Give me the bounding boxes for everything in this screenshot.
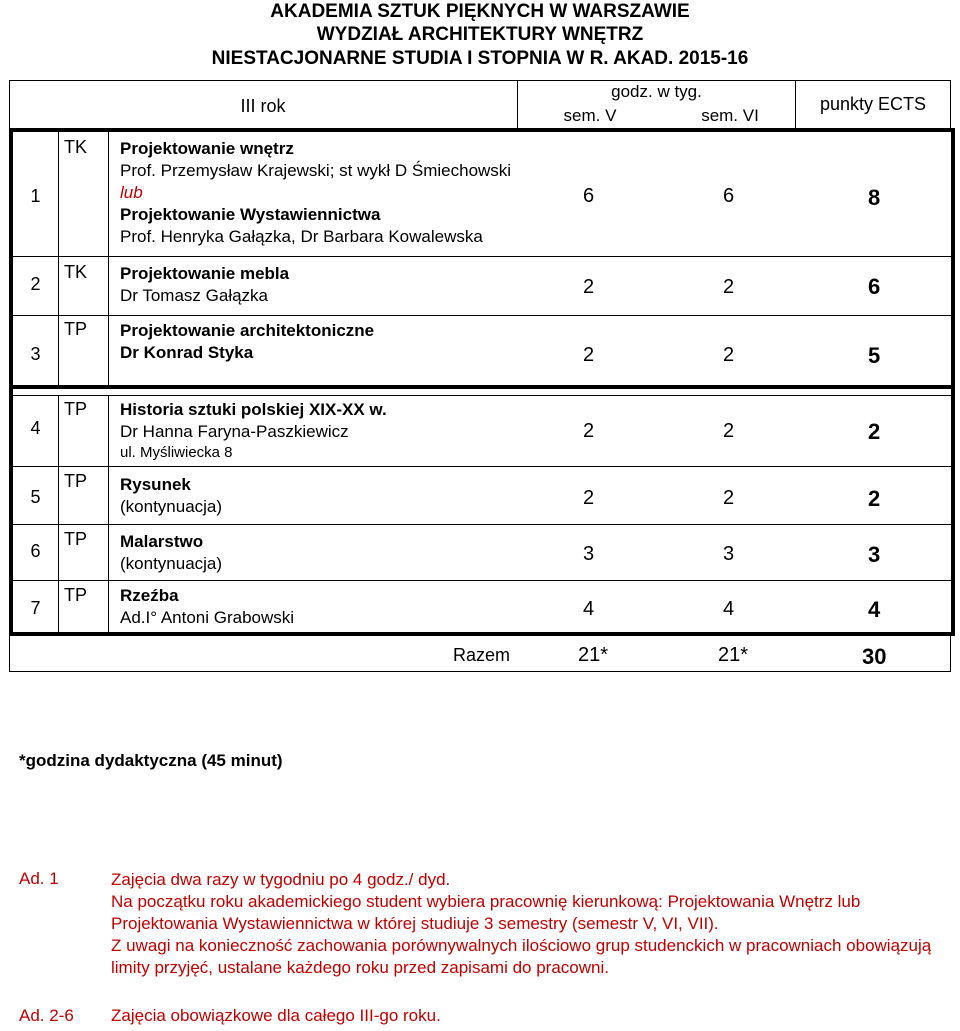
row-1-sem5: 6	[583, 185, 595, 207]
faculty-name: WYDZIAŁ ARCHITEKTURY WNĘTRZ	[316, 24, 644, 45]
row-sep-1	[13, 256, 951, 257]
row-4-ects: 2	[868, 419, 881, 444]
main-table-top	[9, 128, 955, 132]
row-sep-2	[13, 315, 951, 316]
row-1-no: 1	[30, 186, 41, 206]
row-1-ects: 8	[868, 185, 881, 210]
row-1-teacher: Prof. Przemysław Krajewski; st wykł D Śmiechowski	[120, 161, 512, 180]
note-2-label: Ad. 2-6	[19, 1006, 74, 1025]
ects-label: punkty ECTS	[819, 94, 927, 114]
row-4-type: TP	[64, 399, 88, 419]
row-7-course: Rzeźba	[120, 586, 179, 605]
row-6-no: 6	[30, 541, 41, 561]
row-5-no: 5	[30, 487, 41, 507]
row-2-ects: 6	[868, 274, 881, 299]
row-6-course: Malarstwo	[120, 532, 204, 551]
row-5-course: Rysunek	[120, 475, 191, 494]
row-2-course: Projektowanie mebla	[120, 264, 290, 283]
row-3-sem6: 2	[723, 344, 735, 366]
total-sem5: 21*	[578, 644, 609, 666]
total-right-border	[950, 636, 951, 672]
year-label: III rok	[240, 96, 286, 116]
row-7-ects: 4	[868, 597, 881, 622]
main-table-mid-divider	[9, 385, 955, 389]
row-7-teacher: Ad.I° Antoni Grabowski	[120, 608, 295, 627]
row-5-note: (kontynuacja)	[120, 497, 223, 516]
row-4-no: 4	[30, 418, 41, 438]
row-5-sem5: 2	[583, 487, 595, 509]
row-4-teacher: Dr Hanna Faryna-Paszkiewicz	[120, 422, 349, 441]
row-6-type: TP	[64, 529, 88, 549]
row-1-or: lub	[120, 183, 143, 202]
note-1-line: Zajęcia dwa razy w tygodniu po 4 godz./ dyd.	[111, 870, 451, 889]
col-line-type	[108, 132, 109, 385]
row-2-sem6: 2	[723, 276, 735, 298]
row-3-no: 3	[30, 344, 41, 364]
program-name: NIESTACJONARNE STUDIA I STOPNIA W R. AKAD. 2015-16	[211, 48, 749, 69]
row-3-type: TP	[64, 319, 88, 339]
row-5-sem6: 2	[723, 487, 735, 509]
total-ects: 30	[862, 644, 887, 669]
row-4-location: ul. Myśliwiecka 8	[120, 444, 233, 461]
row-1-sem6: 6	[723, 185, 735, 207]
row-6-sem5: 3	[583, 543, 595, 565]
note-2-line: Zajęcia obowiązkowe dla całego III-go roku.	[111, 1006, 441, 1025]
row-1-course-alt: Projektowanie Wystawiennictwa	[120, 205, 381, 224]
sem6-label: sem. VI	[701, 106, 759, 125]
row-3-teacher: Dr Konrad Styka	[120, 343, 254, 362]
total-label: Razem	[453, 645, 511, 665]
sem5-label: sem. V	[563, 106, 617, 125]
section2-top	[9, 395, 955, 396]
note-1-line: Projektowania Wystawiennictwa w której studiuje 3 semestry (semestr V, VI, VII).	[111, 914, 719, 933]
total-left-border	[9, 636, 10, 672]
total-bottom-border	[9, 671, 951, 672]
note-1-line: Na początku roku akademickiego student wybiera pracownię kierunkową: Projektowania Wnętrz lub	[111, 892, 861, 911]
row-7-sem6: 4	[723, 598, 735, 620]
row-sep-5	[13, 524, 951, 525]
row-4-sem6: 2	[723, 420, 735, 442]
hours-label: godz. w tyg.	[611, 82, 702, 101]
row-sep-4	[13, 466, 951, 467]
row-6-note: (kontynuacja)	[120, 554, 223, 573]
total-sem6: 21*	[718, 644, 749, 666]
row-7-sem5: 4	[583, 598, 595, 620]
col-line-no	[58, 132, 59, 385]
row-3-ects: 5	[868, 343, 881, 368]
col-line-type-2	[108, 396, 109, 632]
table-right-border	[950, 80, 951, 130]
row-5-type: TP	[64, 471, 88, 491]
footnote: *godzina dydaktyczna (45 minut)	[19, 751, 283, 770]
row-1-teacher-alt: Prof. Henryka Gałązka, Dr Barbara Kowalewska	[120, 227, 483, 246]
row-1-course: Projektowanie wnętrz	[120, 139, 294, 158]
row-6-ects: 3	[868, 542, 881, 567]
row-5-ects: 2	[868, 486, 881, 511]
row-7-no: 7	[30, 598, 41, 618]
note-1-line: Z uwagi na konieczność zachowania porównywalnych ilościowo grup studenckich w pracowniach obowiązują	[111, 936, 932, 955]
row-4-sem5: 2	[583, 420, 595, 442]
row-2-type: TK	[64, 262, 88, 282]
row-3-sem5: 2	[583, 344, 595, 366]
main-table-right	[951, 128, 955, 635]
row-sep-6	[13, 580, 951, 581]
col-line-no-2	[58, 396, 59, 632]
row-6-sem6: 3	[723, 543, 735, 565]
row-2-no: 2	[30, 274, 41, 294]
institution-name: AKADEMIA SZTUK PIĘKNYCH W WARSZAWIE	[270, 1, 690, 22]
main-table-bottom	[9, 632, 955, 636]
row-7-type: TP	[64, 585, 88, 605]
table-top-border	[9, 80, 951, 81]
row-1-type: TK	[64, 137, 88, 157]
row-3-course: Projektowanie architektoniczne	[120, 321, 375, 340]
note-1-line: limity przyjęć, ustalane każdego roku przed zapisami do pracowni.	[111, 958, 609, 977]
row-2-teacher: Dr Tomasz Gałązka	[120, 286, 269, 305]
row-2-sem5: 2	[583, 276, 595, 298]
note-1-body	[111, 869, 931, 979]
row-4-course: Historia sztuki polskiej XIX-XX w.	[120, 400, 387, 419]
note-1-label: Ad. 1	[19, 869, 59, 888]
